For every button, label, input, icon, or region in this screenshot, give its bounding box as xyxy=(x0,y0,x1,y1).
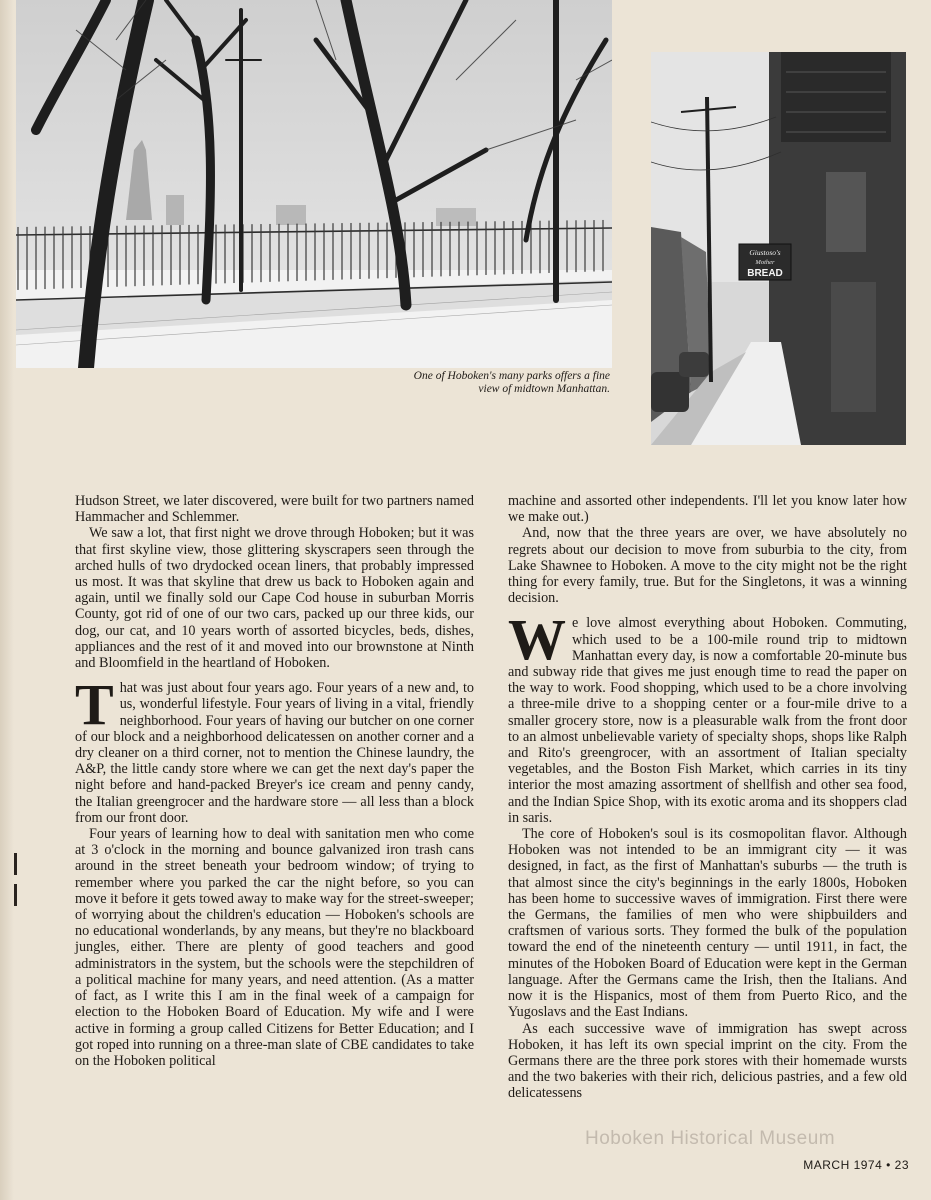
article-paragraph: Hudson Street, we later discovered, were built for two partners named Hammacher and Schlemmer. xyxy=(75,493,474,526)
article-paragraph-dropcap xyxy=(75,672,474,826)
binder-mark xyxy=(14,884,17,906)
drop-cap: T xyxy=(75,672,114,738)
article-left-column xyxy=(75,493,474,1069)
drop-cap: W xyxy=(508,607,566,673)
article-paragraph: And, now that the three years are over, we have absolutely no regrets about our decision to move from suburbia to the city, from Lake Shawnee to Hoboken. A move to the city might not be the right thing for every family, true. But for the Singletons, it was a winning decision. xyxy=(508,525,907,607)
park-photo-caption xyxy=(360,370,610,396)
article-paragraph: As each successive wave of immigration has swept across Hoboken, it has left its own special imprint on the city. From the Germans there are the three pork stores with their homemade wursts and the two bakeries with their rich, delicious pastries, and a few old delicatessens xyxy=(508,1020,907,1102)
paragraph-text: e love almost everything about Hoboken. Commuting, which used to be a 100-mile round trip to midtown Manhattan every day, is now a comfortable 20-minute bus and subway ride that gives me just enough time to read the paper on the way to work. Food shopping, which used to be a chore involving a three-mile drive to a shopping center or a four-mile drive to a smaller grocery store, now is a pleasurable walk from the front door to an almost unbelievable variety of specialty shops, shops like Ralph and Rito's greengrocer, with an assortment of Italian specialty vegetables, and the Boston Fish Market, which carries in its tiny interior the most amazing assortment of shellfish and other sea food, and the Indian Spice Shop, with its exotic aroma and its shoppers clad in saris. xyxy=(508,615,907,826)
museum-watermark: Hoboken Historical Museum xyxy=(585,1128,836,1149)
bread-sign-mid: Mother xyxy=(755,259,775,266)
paragraph-text: hat was just about four years ago. Four years of a new and, to us, wonderful lifestyle. Four years of living in a vital, friendly neighborhood. Four years of having our butcher on one corner of our block and a neighborhood delicatessen on another corner and a dry cleaner on a third corner, not to mention the Chinese laundry, the A&P, the little candy store where we can get the next day's paper the night before and hand-packed Breyer's ice cream and penny candy, the Italian greengrocer and the hardware store — all less than a block from our front door. xyxy=(75,680,474,826)
article-paragraph: machine and assorted other independents. I'll let you know later how we make out.) xyxy=(508,493,907,526)
caption-line: One of Hoboken's many parks offers a fine xyxy=(413,370,610,382)
street-photo xyxy=(651,52,906,445)
article-right-column xyxy=(508,493,907,1102)
article-paragraph: We saw a lot, that first night we drove through Hoboken; but it was that first skyline view, those glittering skyscrapers seen through the arched hulls of two drydocked ocean liners, that probably impressed us most. It was that skyline that drew us back to Hoboken again and again, until we finally sold our Cape Cod house in suburban Morris County, got rid of one of our two cars, packed up our three kids, our dog, our cat, and 10 years worth of assorted bicycles, beds, dishes, appliances and the rest of it and moved into our brownstone at Ninth and Bloomfield in the heartland of Hoboken. xyxy=(75,525,474,672)
article-paragraph-dropcap xyxy=(508,607,907,826)
article-paragraph: The core of Hoboken's soul is its cosmopolitan flavor. Although Hoboken was not intended to be an immigrant city — it was designed, in fact, as the first of Manhattan's suburbs — the truth is that almost since the city's beginnings in the early 1800s, Hoboken has been home to successive waves of immigration. First there were the Germans, the families of men who were shipbuilders and craftsmen of various sorts. They formed the bulk of the population toward the end of the nineteenth century — until 1911, in fact, the minutes of the Hoboken Board of Education were kept in the German language. After the Germans came the Irish, then the Italians. And now it is the Hispanics, most of them from Puerto Rico, and the Yugoslavs and the East Indians. xyxy=(508,826,907,1021)
article-paragraph: Four years of learning how to deal with sanitation men who come at 3 o'clock in the morning and bounce galvanized iron trash cans around in the street beneath your bedroom window; of trying to remember where you parked the car the night before, so you can move it before it gets towed away to make way for the street-sweeper; of worrying about the children's education — Hoboken's schools are no educational wonderlands, by any means, but they're no blackboard jungles, either. There are plenty of good teachers and good administrators in the system, but the schools were the stepchildren of a political machine for many years, and need attention. (As a matter of fact, as I write this I am in the final week of a campaign for election to the Hoboken Board of Education. My wife and I were active in forming a group called Citizens for Better Education; and I got roped into running on a three-man slate of CBE candidates to take on the Hoboken political xyxy=(75,826,474,1069)
page-edge xyxy=(0,0,14,1200)
caption-line: view of midtown Manhattan. xyxy=(478,383,610,395)
page-footer: MARCH 1974 • 23 xyxy=(803,1158,909,1172)
bread-sign-bottom: BREAD xyxy=(747,268,783,279)
bread-sign-top: Giustoso's xyxy=(749,248,781,257)
park-photo xyxy=(16,0,612,368)
binder-mark xyxy=(14,853,17,875)
